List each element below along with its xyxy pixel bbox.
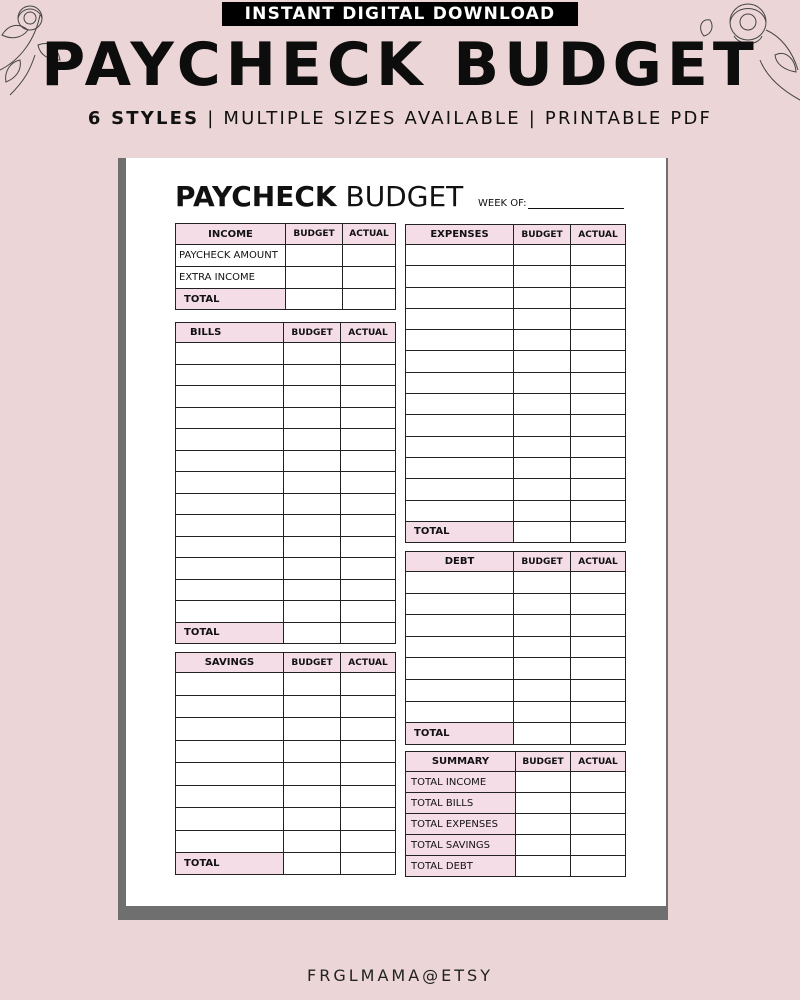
table-row	[406, 415, 626, 436]
budget-cell[interactable]	[284, 515, 341, 537]
actual-cell[interactable]	[571, 394, 626, 415]
budget-cell[interactable]	[514, 500, 571, 521]
entry-cell[interactable]	[176, 450, 284, 472]
actual-cell[interactable]	[341, 853, 396, 875]
table-row	[176, 785, 396, 808]
entry-cell[interactable]	[406, 372, 514, 393]
entry-cell[interactable]	[176, 830, 284, 853]
table-row	[406, 308, 626, 329]
instant-download-banner	[222, 2, 578, 26]
actual-cell[interactable]	[571, 308, 626, 329]
actual-cell[interactable]	[571, 436, 626, 457]
table-row	[176, 558, 396, 580]
table-row	[406, 245, 626, 266]
budget-cell[interactable]	[284, 579, 341, 601]
table-row	[406, 679, 626, 701]
bills-table	[175, 322, 396, 644]
entry-cell[interactable]	[176, 740, 284, 763]
expenses-budget-header: BUDGET	[514, 225, 571, 245]
summary-header: SUMMARY	[406, 752, 516, 772]
budget-cell[interactable]	[284, 763, 341, 786]
actual-cell[interactable]	[571, 658, 626, 680]
table-row	[176, 407, 396, 429]
entry-cell[interactable]	[406, 701, 514, 723]
table-row	[176, 673, 396, 696]
actual-cell[interactable]	[341, 472, 396, 494]
table-row	[176, 830, 396, 853]
table-row	[176, 740, 396, 763]
summary-row-label: TOTAL EXPENSES	[406, 814, 516, 835]
banner-text: INSTANT DIGITAL DOWNLOAD	[244, 4, 556, 24]
budget-cell[interactable]	[284, 718, 341, 741]
entry-cell[interactable]	[176, 763, 284, 786]
expenses-total-label: TOTAL	[406, 521, 514, 542]
entry-cell[interactable]	[406, 679, 514, 701]
budget-cell[interactable]	[514, 245, 571, 266]
table-row	[176, 386, 396, 408]
summary-row-label: TOTAL BILLS	[406, 793, 516, 814]
expenses-actual-header: ACTUAL	[571, 225, 626, 245]
entry-cell[interactable]	[406, 615, 514, 637]
actual-cell[interactable]	[571, 500, 626, 521]
budget-cell[interactable]	[284, 558, 341, 580]
budget-cell[interactable]	[514, 394, 571, 415]
budget-cell[interactable]	[284, 536, 341, 558]
actual-cell[interactable]	[341, 450, 396, 472]
table-row	[406, 394, 626, 415]
sheet-title-bold: PAYCHECK	[175, 180, 337, 213]
budget-cell[interactable]	[286, 245, 343, 267]
actual-cell[interactable]	[341, 695, 396, 718]
income-total-label: TOTAL	[176, 289, 286, 310]
income-budget-header: BUDGET	[286, 224, 343, 245]
table-row	[406, 479, 626, 500]
budget-cell[interactable]	[284, 785, 341, 808]
table-row	[406, 814, 626, 835]
table-row	[176, 579, 396, 601]
budget-cell[interactable]	[516, 856, 571, 877]
budget-cell[interactable]	[514, 287, 571, 308]
budget-cell[interactable]	[286, 289, 343, 310]
bills-total-label: TOTAL	[176, 622, 284, 643]
expenses-table	[405, 224, 626, 543]
budget-cell[interactable]	[284, 407, 341, 429]
entry-cell[interactable]	[176, 695, 284, 718]
savings-table	[175, 652, 396, 875]
savings-total-label: TOTAL	[176, 853, 284, 875]
table-row	[176, 364, 396, 386]
table-row	[406, 287, 626, 308]
entry-cell[interactable]	[176, 386, 284, 408]
actual-cell[interactable]	[341, 622, 396, 643]
actual-cell[interactable]	[571, 521, 626, 542]
table-row	[176, 289, 396, 310]
table-row	[176, 450, 396, 472]
budget-cell[interactable]	[514, 723, 571, 745]
subtitle-styles: 6 STYLES	[87, 108, 200, 129]
summary-table	[405, 751, 626, 877]
debt-header: DEBT	[406, 552, 514, 572]
entry-cell[interactable]	[406, 394, 514, 415]
entry-cell[interactable]	[176, 785, 284, 808]
table-row	[406, 856, 626, 877]
budget-cell[interactable]	[514, 330, 571, 351]
bills-actual-header: ACTUAL	[341, 323, 396, 343]
budget-cell[interactable]	[284, 622, 341, 643]
week-of-field	[478, 198, 624, 209]
table-row	[406, 593, 626, 615]
savings-header: SAVINGS	[176, 653, 284, 673]
budget-cell[interactable]	[516, 814, 571, 835]
budget-cell[interactable]	[514, 572, 571, 594]
budget-cell[interactable]	[284, 601, 341, 623]
entry-cell[interactable]	[176, 343, 284, 365]
debt-total-label: TOTAL	[406, 723, 514, 745]
actual-cell[interactable]	[571, 856, 626, 877]
table-row	[176, 343, 396, 365]
actual-cell[interactable]	[341, 740, 396, 763]
table-row	[406, 701, 626, 723]
entry-cell[interactable]	[406, 436, 514, 457]
actual-cell[interactable]	[341, 718, 396, 741]
table-row	[176, 515, 396, 537]
actual-cell[interactable]	[341, 429, 396, 451]
actual-cell[interactable]	[341, 343, 396, 365]
entry-cell[interactable]	[406, 245, 514, 266]
budget-cell[interactable]	[514, 372, 571, 393]
actual-cell[interactable]	[571, 679, 626, 701]
table-row	[406, 636, 626, 658]
table-row	[176, 267, 396, 289]
budget-cell[interactable]	[514, 436, 571, 457]
entry-cell[interactable]	[406, 500, 514, 521]
actual-cell[interactable]	[571, 287, 626, 308]
summary-budget-header: BUDGET	[516, 752, 571, 772]
income-row-label: EXTRA INCOME	[176, 267, 286, 289]
table-row	[406, 372, 626, 393]
table-row	[406, 436, 626, 457]
actual-cell[interactable]	[571, 835, 626, 856]
table-row	[176, 493, 396, 515]
table-row	[406, 457, 626, 478]
actual-cell[interactable]	[571, 636, 626, 658]
debt-actual-header: ACTUAL	[571, 552, 626, 572]
actual-cell[interactable]	[341, 558, 396, 580]
table-row	[176, 245, 396, 267]
budget-cell[interactable]	[514, 615, 571, 637]
actual-cell[interactable]	[571, 615, 626, 637]
debt-budget-header: BUDGET	[514, 552, 571, 572]
budget-cell[interactable]	[514, 266, 571, 287]
entry-cell[interactable]	[176, 673, 284, 696]
budget-cell[interactable]	[514, 457, 571, 478]
budget-cell[interactable]	[284, 450, 341, 472]
budget-cell[interactable]	[284, 493, 341, 515]
entry-cell[interactable]	[176, 579, 284, 601]
entry-cell[interactable]	[406, 415, 514, 436]
entry-cell[interactable]	[406, 351, 514, 372]
table-row	[406, 572, 626, 594]
actual-cell[interactable]	[571, 457, 626, 478]
budget-cell[interactable]	[516, 835, 571, 856]
entry-cell[interactable]	[176, 407, 284, 429]
actual-cell[interactable]	[341, 579, 396, 601]
product-subtitle	[0, 108, 800, 129]
actual-cell[interactable]	[571, 415, 626, 436]
subtitle-details: | MULTIPLE SIZES AVAILABLE | PRINTABLE PDF	[199, 108, 713, 129]
budget-cell[interactable]	[514, 308, 571, 329]
budget-cell[interactable]	[284, 695, 341, 718]
table-row	[406, 500, 626, 521]
income-actual-header: ACTUAL	[343, 224, 396, 245]
table-row	[406, 835, 626, 856]
entry-cell[interactable]	[406, 636, 514, 658]
budget-cell[interactable]	[514, 658, 571, 680]
actual-cell[interactable]	[571, 372, 626, 393]
actual-cell[interactable]	[341, 407, 396, 429]
table-row	[176, 695, 396, 718]
income-table	[175, 223, 396, 310]
table-row	[406, 615, 626, 637]
table-row	[176, 808, 396, 831]
actual-cell[interactable]	[341, 536, 396, 558]
summary-actual-header: ACTUAL	[571, 752, 626, 772]
actual-cell[interactable]	[571, 723, 626, 745]
table-row	[176, 601, 396, 623]
entry-cell[interactable]	[406, 330, 514, 351]
actual-cell[interactable]	[343, 289, 396, 310]
entry-cell[interactable]	[176, 429, 284, 451]
savings-budget-header: BUDGET	[284, 653, 341, 673]
bills-budget-header: BUDGET	[284, 323, 341, 343]
sheet-title-rest: BUDGET	[336, 180, 464, 213]
budget-cell[interactable]	[284, 808, 341, 831]
sheet-title	[175, 180, 463, 214]
actual-cell[interactable]	[571, 701, 626, 723]
entry-cell[interactable]	[176, 718, 284, 741]
entry-cell[interactable]	[406, 266, 514, 287]
table-row	[176, 536, 396, 558]
actual-cell[interactable]	[341, 673, 396, 696]
entry-cell[interactable]	[406, 308, 514, 329]
budget-cell[interactable]	[284, 673, 341, 696]
budget-cell[interactable]	[516, 772, 571, 793]
actual-cell[interactable]	[341, 493, 396, 515]
actual-cell[interactable]	[341, 830, 396, 853]
entry-cell[interactable]	[176, 601, 284, 623]
entry-cell[interactable]	[406, 457, 514, 478]
budget-cell[interactable]	[514, 479, 571, 500]
actual-cell[interactable]	[341, 763, 396, 786]
actual-cell[interactable]	[341, 808, 396, 831]
budget-cell[interactable]	[516, 793, 571, 814]
actual-cell[interactable]	[571, 330, 626, 351]
table-row	[176, 472, 396, 494]
income-row-label: PAYCHECK AMOUNT	[176, 245, 286, 267]
budget-cell[interactable]	[514, 521, 571, 542]
actual-cell[interactable]	[341, 785, 396, 808]
table-row	[406, 793, 626, 814]
actual-cell[interactable]	[571, 814, 626, 835]
actual-cell[interactable]	[571, 245, 626, 266]
entry-cell[interactable]	[406, 572, 514, 594]
budget-cell[interactable]	[284, 830, 341, 853]
actual-cell[interactable]	[571, 793, 626, 814]
budget-cell[interactable]	[514, 679, 571, 701]
entry-cell[interactable]	[176, 536, 284, 558]
budget-cell[interactable]	[284, 343, 341, 365]
actual-cell[interactable]	[341, 601, 396, 623]
actual-cell[interactable]	[571, 266, 626, 287]
summary-row-label: TOTAL INCOME	[406, 772, 516, 793]
actual-cell[interactable]	[341, 386, 396, 408]
table-row	[406, 266, 626, 287]
actual-cell[interactable]	[571, 593, 626, 615]
actual-cell[interactable]	[341, 364, 396, 386]
entry-cell[interactable]	[406, 593, 514, 615]
table-row	[406, 658, 626, 680]
table-row	[406, 330, 626, 351]
budget-cell[interactable]	[284, 364, 341, 386]
budget-cell[interactable]	[286, 267, 343, 289]
actual-cell[interactable]	[571, 772, 626, 793]
budget-cell[interactable]	[284, 386, 341, 408]
savings-actual-header: ACTUAL	[341, 653, 396, 673]
entry-cell[interactable]	[406, 658, 514, 680]
product-title: PAYCHECK BUDGET	[41, 30, 759, 100]
entry-cell[interactable]	[176, 472, 284, 494]
budget-cell[interactable]	[514, 636, 571, 658]
table-row	[176, 718, 396, 741]
budget-cell[interactable]	[284, 472, 341, 494]
expenses-header: EXPENSES	[406, 225, 514, 245]
entry-cell[interactable]	[176, 808, 284, 831]
actual-cell[interactable]	[343, 245, 396, 267]
budget-cell[interactable]	[284, 853, 341, 875]
actual-cell[interactable]	[343, 267, 396, 289]
actual-cell[interactable]	[571, 479, 626, 500]
entry-cell[interactable]	[176, 515, 284, 537]
week-of-line	[528, 198, 624, 209]
budget-cell[interactable]	[514, 351, 571, 372]
entry-cell[interactable]	[406, 479, 514, 500]
table-row	[176, 763, 396, 786]
actual-cell[interactable]	[571, 351, 626, 372]
entry-cell[interactable]	[176, 364, 284, 386]
table-row	[406, 351, 626, 372]
table-row	[406, 772, 626, 793]
budget-cell[interactable]	[284, 429, 341, 451]
actual-cell[interactable]	[341, 515, 396, 537]
week-of-label: WEEK OF:	[478, 198, 527, 209]
shop-credit: FRGLMAMA@ETSY	[307, 966, 493, 985]
budget-cell[interactable]	[284, 740, 341, 763]
summary-row-label: TOTAL SAVINGS	[406, 835, 516, 856]
summary-row-label: TOTAL DEBT	[406, 856, 516, 877]
budget-cell[interactable]	[514, 593, 571, 615]
entry-cell[interactable]	[176, 493, 284, 515]
entry-cell[interactable]	[406, 287, 514, 308]
table-row	[176, 429, 396, 451]
bills-header: BILLS	[176, 323, 284, 343]
actual-cell[interactable]	[571, 572, 626, 594]
budget-cell[interactable]	[514, 701, 571, 723]
entry-cell[interactable]	[176, 558, 284, 580]
budget-cell[interactable]	[514, 415, 571, 436]
income-header: INCOME	[176, 224, 286, 245]
debt-table	[405, 551, 626, 745]
